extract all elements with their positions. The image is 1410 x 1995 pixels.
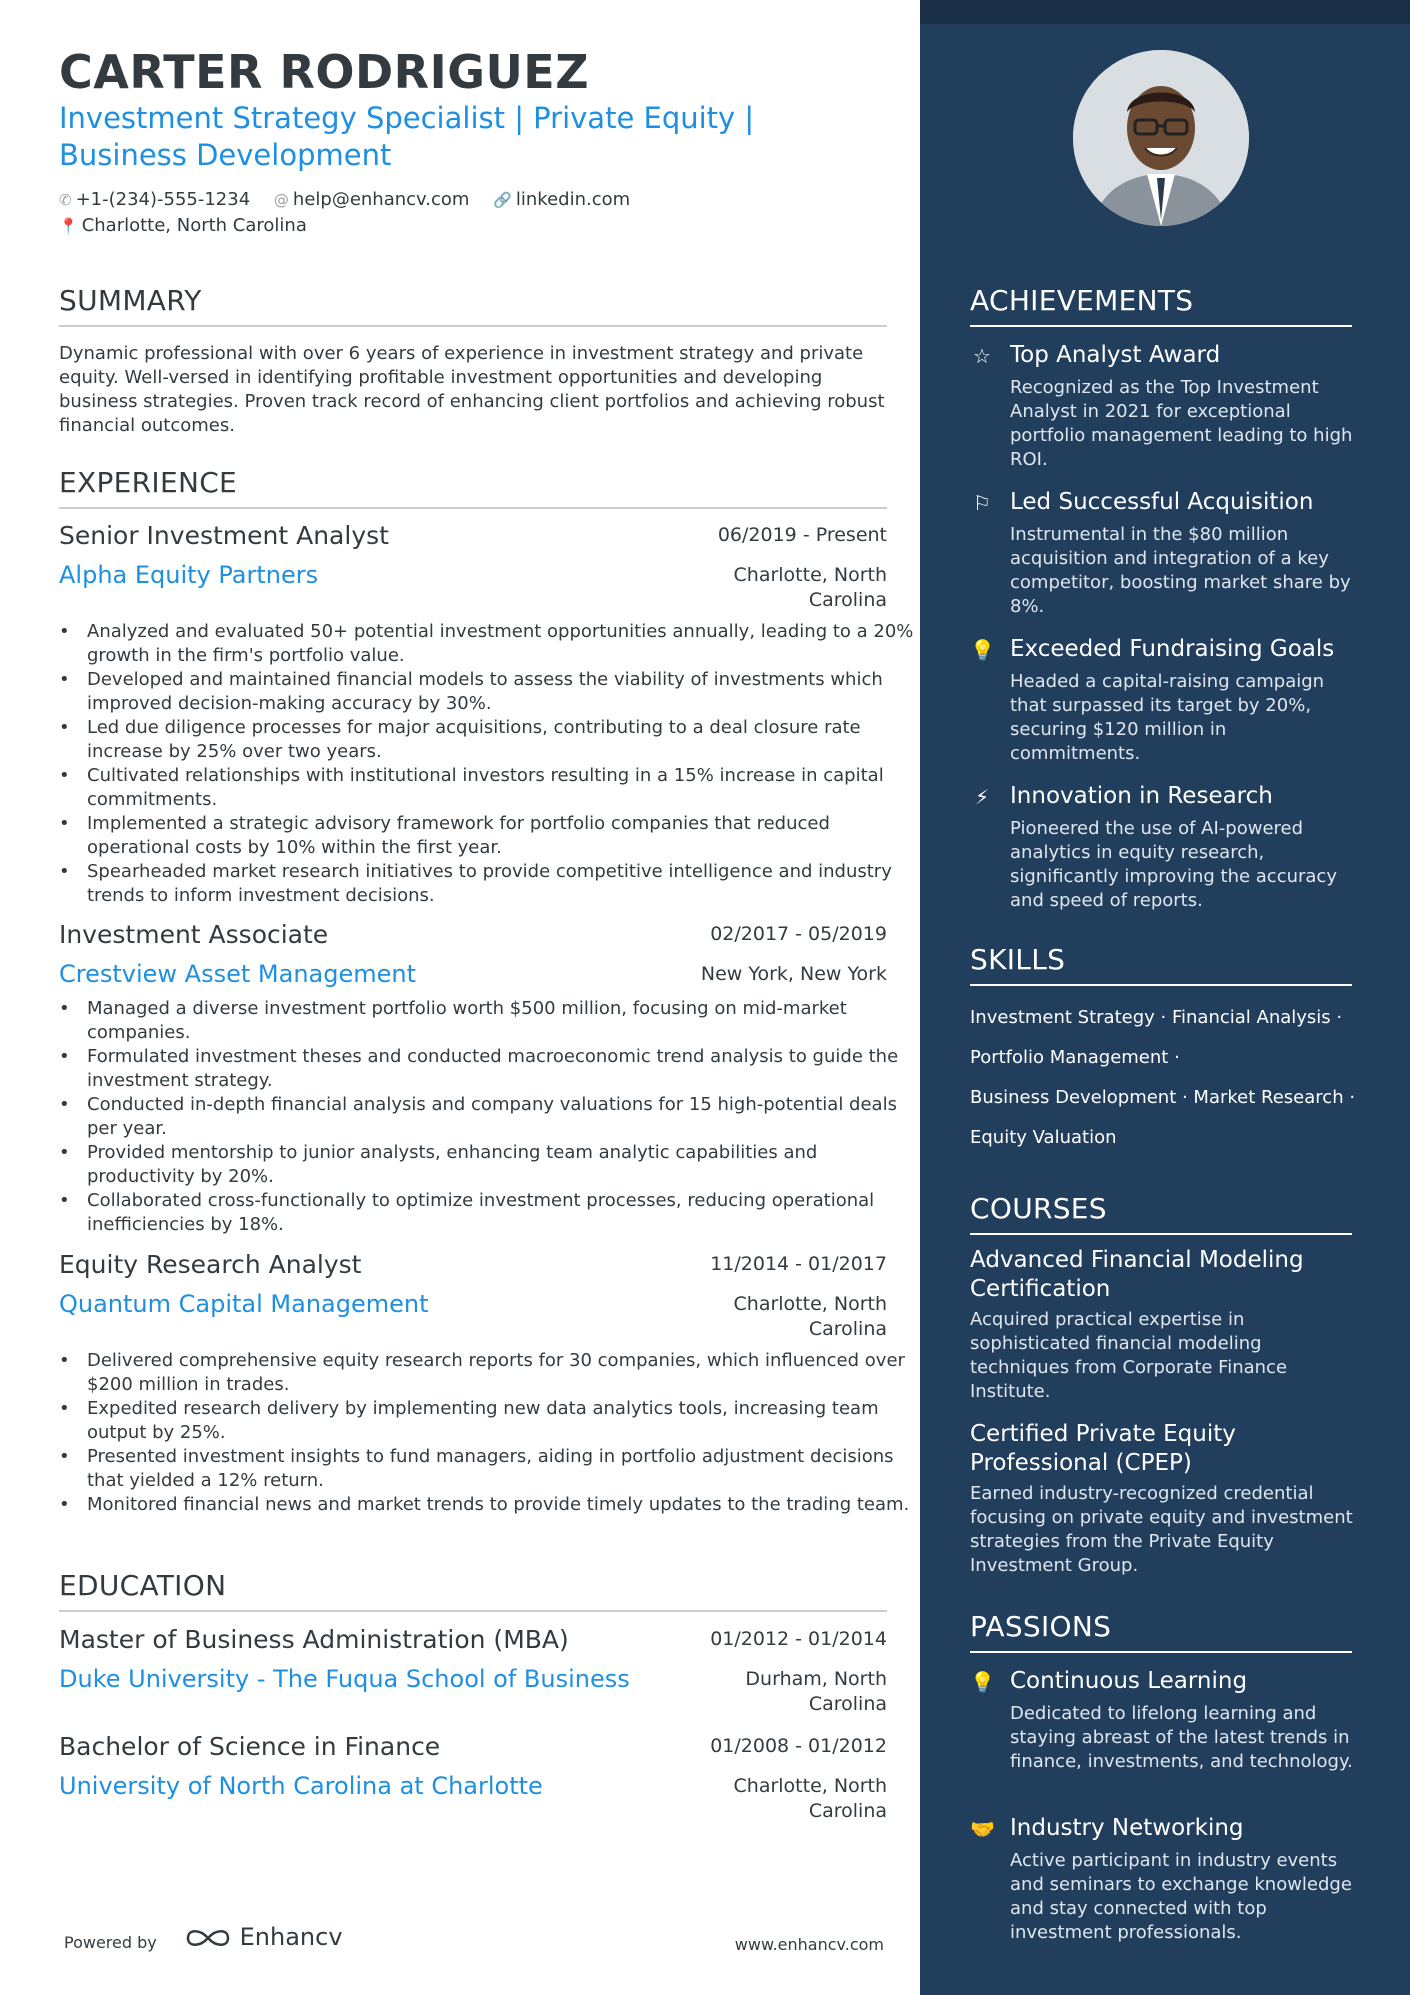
achievement-desc: Pioneered the use of AI-powered analytics in equity research, significantly improving the accuracy and speed of reports. bbox=[1010, 818, 1337, 911]
bullet-item: • Provided mentorship to junior analysts, enhancing team analytic capabilities and productivity by 20%. bbox=[87, 1141, 915, 1189]
achievement-item bbox=[970, 487, 1355, 627]
email-text[interactable]: help@enhancv.com bbox=[292, 189, 470, 210]
achievement-item bbox=[970, 634, 1355, 774]
job-company: Quantum Capital Management bbox=[59, 1290, 429, 1318]
job-location-line1: New York, New York bbox=[700, 963, 887, 985]
job-bullets bbox=[59, 1349, 915, 1517]
phone-text: +1-(234)-555-1234 bbox=[75, 189, 251, 210]
sidebar bbox=[920, 0, 1410, 1995]
candidate-name: CARTER RODRIGUEZ bbox=[59, 45, 590, 99]
location-item bbox=[59, 213, 307, 239]
enhancv-logo-icon bbox=[184, 1925, 232, 1951]
achievement-desc: Recognized as the Top Investment Analyst in 2021 for exceptional portfolio management leading to high ROI. bbox=[1010, 377, 1353, 470]
bullet-item: • Spearheaded market research initiatives to provide competitive intelligence and industry trends to inform investment decisions. bbox=[87, 860, 915, 908]
job-dates: 11/2014 - 01/2017 bbox=[710, 1253, 887, 1275]
bullet-item: • Collaborated cross-functionally to optimize investment processes, reducing operational inefficiencies by 18%. bbox=[87, 1189, 915, 1237]
job-entry bbox=[59, 1249, 910, 1549]
bullet-item: • Implemented a strategic advisory framework for portfolio companies that reduced operational costs by 10% within the first year. bbox=[87, 812, 915, 860]
linkedin-text[interactable]: linkedin.com bbox=[515, 189, 631, 210]
passion-desc: Dedicated to lifelong learning and staying abreast of the latest trends in finance, investments, and technology. bbox=[1010, 1703, 1353, 1772]
lightbulb-icon: 💡 bbox=[970, 638, 995, 662]
course-item bbox=[970, 1246, 1355, 1404]
job-location bbox=[701, 962, 887, 987]
bullet-item: • Monitored financial news and market trends to provide timely updates to the trading team. bbox=[87, 1493, 915, 1517]
school-location bbox=[745, 1667, 887, 1717]
achievement-desc: Headed a capital-raising campaign that surpassed its target by 20%, securing $120 million in commitments. bbox=[1010, 671, 1325, 764]
contact-info bbox=[59, 187, 648, 239]
achievement-title: Exceeded Fundraising Goals bbox=[1010, 636, 1335, 662]
course-desc: Acquired practical expertise in sophisticated financial modeling techniques from Corporate Finance Institute. bbox=[970, 1309, 1288, 1402]
bullet-item: • Managed a diverse investment portfolio worth $500 million, focusing on mid-market companies. bbox=[87, 997, 915, 1045]
skills-line: Business Development · Market Research · bbox=[970, 1087, 1356, 1108]
profile-photo bbox=[1073, 50, 1249, 226]
school-location-line1: Durham, North bbox=[745, 1668, 887, 1690]
education-entry bbox=[59, 1624, 887, 1724]
courses-heading: COURSES bbox=[970, 1192, 1352, 1235]
education-entry bbox=[59, 1731, 887, 1831]
school-location-line1: Charlotte, North bbox=[733, 1775, 887, 1797]
passion-item bbox=[970, 1813, 1355, 1953]
achievements-heading: ACHIEVEMENTS bbox=[970, 284, 1352, 327]
job-location-line1: Charlotte, North bbox=[733, 564, 887, 586]
job-bullets bbox=[59, 997, 915, 1237]
bullet-item: • Developed and maintained financial models to assess the viability of investments which improved decision-making accuracy by 30%. bbox=[87, 668, 915, 716]
summary-text: Dynamic professional with over 6 years of experience in investment strategy and private equity. Well-versed in identifying profitable investment opportunities and developing business strategies. Proven track record of enhancing client portfolios and achieving robust financial outcomes. bbox=[59, 343, 885, 436]
experience-heading: EXPERIENCE bbox=[59, 466, 887, 509]
education-heading: EDUCATION bbox=[59, 1569, 887, 1612]
phone-icon: ✆ bbox=[59, 191, 72, 209]
job-location-line2: Carolina bbox=[808, 589, 887, 611]
skills-list bbox=[970, 998, 1370, 1158]
achievement-item bbox=[970, 781, 1355, 921]
passions-heading: PASSIONS bbox=[970, 1610, 1352, 1653]
degree-title: Bachelor of Science in Finance bbox=[59, 1732, 441, 1761]
link-icon: 🔗 bbox=[493, 191, 512, 209]
lightbulb-icon: 💡 bbox=[970, 1670, 995, 1694]
course-title: Certified Private Equity Professional (CPEP) bbox=[970, 1421, 1236, 1476]
passion-desc: Active participant in industry events and seminars to exchange knowledge and stay connected with top investment professionals. bbox=[1010, 1850, 1352, 1943]
passion-item bbox=[970, 1666, 1355, 1806]
sidebar-top-bar bbox=[920, 0, 1410, 24]
at-icon: @ bbox=[273, 191, 289, 209]
job-title: Senior Investment Analyst bbox=[59, 521, 389, 550]
school-name: University of North Carolina at Charlotte bbox=[59, 1772, 543, 1800]
school-location-line2: Carolina bbox=[808, 1800, 887, 1822]
location-pin-icon: 📍 bbox=[59, 217, 78, 235]
job-dates: 06/2019 - Present bbox=[717, 524, 887, 546]
bullet-item: • Formulated investment theses and conducted macroeconomic trend analysis to guide the investment strategy. bbox=[87, 1045, 915, 1093]
bullet-item: • Led due diligence processes for major acquisitions, contributing to a deal closure rate increase by 25% over two years. bbox=[87, 716, 915, 764]
enhancv-brand-text: Enhancv bbox=[239, 1923, 343, 1951]
job-entry bbox=[59, 520, 914, 910]
bullet-item: • Conducted in-depth financial analysis and company valuations for 15 high-potential deals per year. bbox=[87, 1093, 915, 1141]
achievement-title: Innovation in Research bbox=[1010, 783, 1273, 809]
job-title: Equity Research Analyst bbox=[59, 1250, 362, 1279]
course-title: Advanced Financial Modeling Certification bbox=[970, 1247, 1304, 1302]
bullet-item: • Expedited research delivery by implementing new data analytics tools, increasing team output by 25%. bbox=[87, 1397, 915, 1445]
job-location bbox=[734, 1292, 887, 1342]
passion-title: Industry Networking bbox=[1010, 1815, 1244, 1841]
skills-line: Equity Valuation bbox=[970, 1127, 1117, 1148]
job-location-line1: Charlotte, North bbox=[733, 1293, 887, 1315]
skills-line: Investment Strategy · Financial Analysis · bbox=[970, 1007, 1343, 1028]
school-name: Duke University - The Fuqua School of Business bbox=[59, 1665, 630, 1693]
course-item bbox=[970, 1420, 1355, 1578]
bullet-item: • Delivered comprehensive equity research reports for 30 companies, which influenced over $200 million in trades. bbox=[87, 1349, 915, 1397]
degree-title: Master of Business Administration (MBA) bbox=[59, 1625, 569, 1654]
education-dates: 01/2012 - 01/2014 bbox=[710, 1628, 887, 1650]
school-location bbox=[734, 1774, 887, 1824]
powered-by-text: Powered by bbox=[64, 1933, 157, 1952]
job-title: Investment Associate bbox=[59, 920, 329, 949]
bullet-item: • Analyzed and evaluated 50+ potential investment opportunities annually, leading to a 20% growth in the firm's portfolio value. bbox=[87, 620, 915, 668]
headline: Investment Strategy Specialist | Private Equity | Business Development bbox=[59, 101, 755, 172]
achievement-title: Led Successful Acquisition bbox=[1010, 489, 1314, 515]
education-dates: 01/2008 - 01/2012 bbox=[710, 1735, 887, 1757]
skills-heading: SKILLS bbox=[970, 943, 1352, 986]
school-location-line2: Carolina bbox=[808, 1693, 887, 1715]
location-text: Charlotte, North Carolina bbox=[81, 215, 307, 236]
star-icon: ☆ bbox=[973, 344, 991, 368]
achievement-item bbox=[970, 340, 1355, 480]
footer-url[interactable]: www.enhancv.com bbox=[734, 1935, 884, 1954]
linkedin-item[interactable] bbox=[493, 187, 630, 213]
flag-icon: ⚐ bbox=[973, 491, 991, 515]
course-desc: Earned industry-recognized credential focusing on private equity and investment strategies from the Private Equity Investment Group. bbox=[970, 1483, 1353, 1576]
lightning-icon: ⚡ bbox=[974, 785, 990, 809]
job-bullets bbox=[59, 620, 915, 908]
email-item[interactable] bbox=[274, 187, 470, 213]
avatar-icon bbox=[1073, 50, 1249, 226]
job-entry bbox=[59, 919, 899, 1249]
achievement-desc: Instrumental in the $80 million acquisition and integration of a key competitor, boosting market share by 8%. bbox=[1010, 524, 1351, 617]
achievement-title: Top Analyst Award bbox=[1010, 342, 1221, 368]
skills-line: Portfolio Management · bbox=[970, 1047, 1180, 1068]
job-company: Crestview Asset Management bbox=[59, 960, 416, 988]
job-dates: 02/2017 - 05/2019 bbox=[710, 923, 887, 945]
summary-heading: SUMMARY bbox=[59, 284, 887, 327]
passion-title: Continuous Learning bbox=[1010, 1668, 1248, 1694]
job-location-line2: Carolina bbox=[808, 1318, 887, 1340]
bullet-item: • Cultivated relationships with institutional investors resulting in a 15% increase in capital commitments. bbox=[87, 764, 915, 812]
job-location bbox=[734, 563, 887, 613]
enhancv-logo[interactable] bbox=[184, 1923, 343, 1951]
phone-item bbox=[59, 187, 250, 213]
job-company: Alpha Equity Partners bbox=[59, 561, 319, 589]
handshake-icon: 🤝 bbox=[970, 1817, 995, 1841]
bullet-item: • Presented investment insights to fund managers, aiding in portfolio adjustment decisions that yielded a 12% return. bbox=[87, 1445, 915, 1493]
